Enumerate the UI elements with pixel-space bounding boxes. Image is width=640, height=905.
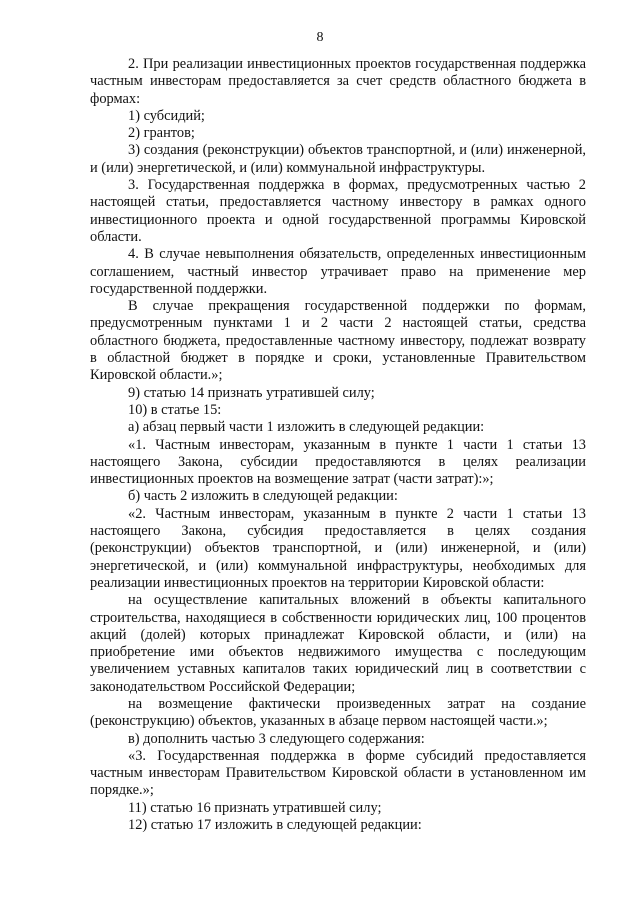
paragraph: 2. При реализации инвестиционных проектов государственная поддержка частным инвесторам предоставляется за счет средств областного бюджета в формах:	[90, 56, 586, 107]
paragraph: 1) субсидий;	[128, 107, 205, 124]
paragraph: 3) создания (реконструкции) объектов транспортной, и (или) инженерной, и (или) энергетической, и (или) коммунальной инфраструктуры.	[90, 142, 586, 176]
paragraph: 2) грантов;	[128, 125, 195, 142]
paragraph: б) часть 2 изложить в следующей редакции:	[128, 488, 398, 505]
paragraph: 9) статью 14 признать утратившей силу;	[128, 384, 375, 401]
paragraph: в) дополнить частью 3 следующего содержания:	[128, 730, 425, 747]
paragraph: на возмещение фактически произведенных затрат на создание (реконструкцию) объектов, указанных в абзаце первом настоящей части.»;	[90, 695, 586, 730]
paragraph: 3. Государственная поддержка в формах, предусмотренных частью 2 настоящей статьи, предоставляется частному инвестору в рамках одного инвестиционного проекта и одной государственной программы Кировской области.	[90, 177, 586, 245]
paragraph: на осуществление капитальных вложений в объекты капитального строительства, находящиеся в собственности юридических лиц, 100 процентов акций (долей) которых принадлежат Кировской области, и (или) на приобретение ими объектов недвижимого имущества с последующим увеличением уставных капиталов таких юридический лиц в соответствии с законодательством Российской Федерации;	[90, 592, 586, 695]
paragraph: «3. Государственная поддержка в форме субсидий предоставляется частным инвесторам Правительством Кировской области в установленном им порядке.»;	[90, 747, 586, 799]
paragraph: «2. Частным инвесторам, указанным в пункте 2 части 1 статьи 13 настоящего Закона, субсидия предоставляется в целях создания (реконструкции) объектов транспортной, и (или) инженерной, и (или) энергетической, и (или) коммунальной инфраструктуры, необходимых для реализации инвестиционных проектов на территории Кировской области:	[90, 505, 586, 591]
paragraph: 12) статью 17 изложить в следующей редакции:	[128, 817, 422, 834]
document-body	[90, 56, 586, 834]
paragraph: В случае прекращения государственной поддержки по формам, предусмотренным пунктами 1 и 2 части 2 настоящей статьи, средства областного бюджета, предоставленные частному инвестору, подлежат возврату в областной бюджет в порядке и сроки, установленные Правительством Кировской области.»;	[90, 298, 586, 384]
paragraph: 10) в статье 15:	[128, 401, 222, 418]
paragraph: 4. В случае невыполнения обязательств, определенных инвестиционным соглашением, частный инвестор утрачивает право на применение мер государственной поддержки.	[90, 246, 586, 297]
page-number: 8	[316, 30, 324, 45]
paragraph: 11) статью 16 признать утратившей силу;	[128, 799, 382, 816]
paragraph: «1. Частным инвесторам, указанным в пункте 1 части 1 статьи 13 настоящего Закона, субсидии предоставляются в целях реализации инвестиционных проектов на возмещение затрат (части затрат):»;	[90, 436, 586, 488]
paragraph: а) абзац первый части 1 изложить в следующей редакции:	[128, 419, 485, 436]
